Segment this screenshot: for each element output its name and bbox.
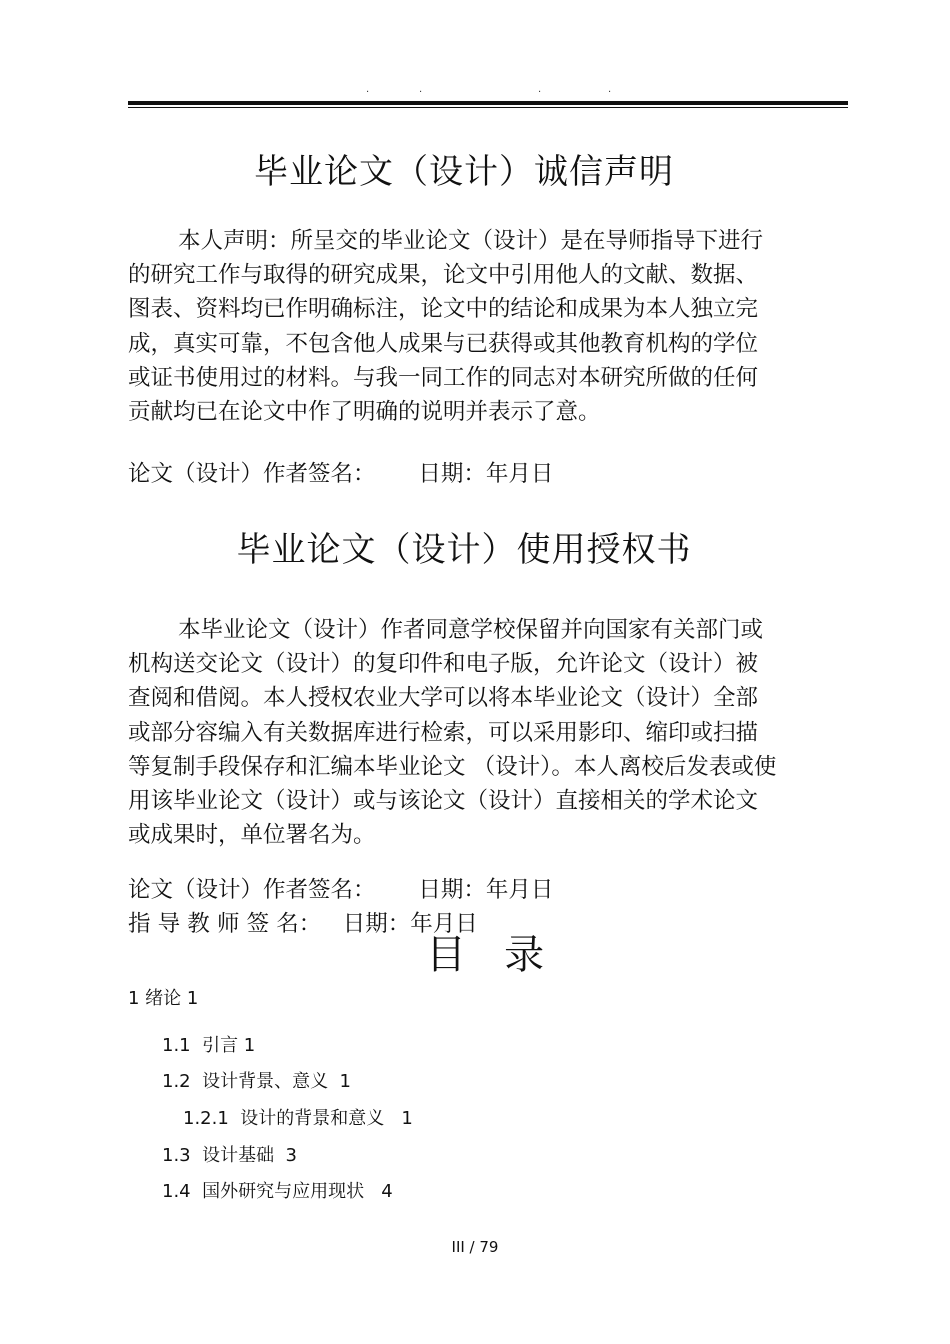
declaration-line: 的研究工作与取得的研究成果，论文中引用他人的文献、数据、 (128, 262, 759, 289)
authorization-line: 用该毕业论文（设计）或与该论文（设计）直接相关的学术论文 (128, 788, 759, 815)
header-dot: . (538, 84, 542, 95)
declaration-title: 毕业论文（设计）诚信声明 (254, 152, 674, 192)
authorization-line: 机构送交论文（设计）的复印件和电子版，允许论文（设计）被 (128, 651, 759, 678)
toc-item[interactable]: 1.2 设计背景、意义 1 (162, 1071, 351, 1092)
authorization-line: 或部分容编入有关数据库进行检索，可以采用影印、缩印或扫描 (128, 719, 759, 746)
declaration-signature: 论文（设计）作者签名： 日期：年月日 (128, 461, 554, 487)
declaration-body (128, 224, 836, 429)
declaration-line: 本人声明：所呈交的毕业论文（设计）是在导师指导下进行 (178, 228, 764, 254)
toc-title: 目 录 (426, 932, 545, 978)
header-dot: . (419, 84, 423, 95)
toc-item[interactable]: 1.1 引言 1 (162, 1035, 256, 1056)
toc-item[interactable]: 1.3 设计基础 3 (162, 1145, 297, 1166)
page-number: III / 79 (451, 1238, 499, 1256)
declaration-line: 或证书使用过的材料。与我一同工作的同志对本研究所做的任何 (128, 364, 759, 391)
authorization-line: 查阅和借阅。本人授权农业大学可以将本毕业论文（设计）全部 (128, 685, 759, 712)
toc-item[interactable]: 1.4 国外研究与应用现状 4 (162, 1181, 393, 1202)
header-dot: . (608, 84, 612, 95)
authorization-line: 等复制手段保存和汇编本毕业论文 （设计）。本人离校后发表或使 (128, 753, 777, 780)
header-dots (0, 84, 950, 96)
advisor-signature: 指 导 教 师 签 名： 日期：年月日 (128, 911, 478, 937)
declaration-line: 图表、资料均已作明确标注，论文中的结论和成果为本人独立完 (128, 296, 759, 323)
toc-item[interactable]: 1.2.1 设计的背景和意义 1 (183, 1108, 413, 1129)
declaration-line: 贡献均已在论文中作了明确的说明并表示了意。 (128, 399, 601, 426)
header-rule-thin (128, 107, 848, 108)
toc-item[interactable]: 1 绪论 1 (128, 988, 199, 1009)
authorization-title: 毕业论文（设计）使用授权书 (236, 530, 692, 570)
authorization-body (128, 613, 836, 852)
header-dot: . (366, 84, 370, 95)
authorization-line: 本毕业论文（设计）作者同意学校保留并向国家有关部门或 (178, 617, 764, 643)
author-signature: 论文（设计）作者签名： 日期：年月日 (128, 877, 554, 903)
declaration-line: 成，真实可靠，不包含他人成果与已获得或其他教育机构的学位 (128, 330, 759, 357)
header-rule-thick (128, 101, 848, 105)
authorization-line: 或成果时，单位署名为。 (128, 822, 376, 849)
